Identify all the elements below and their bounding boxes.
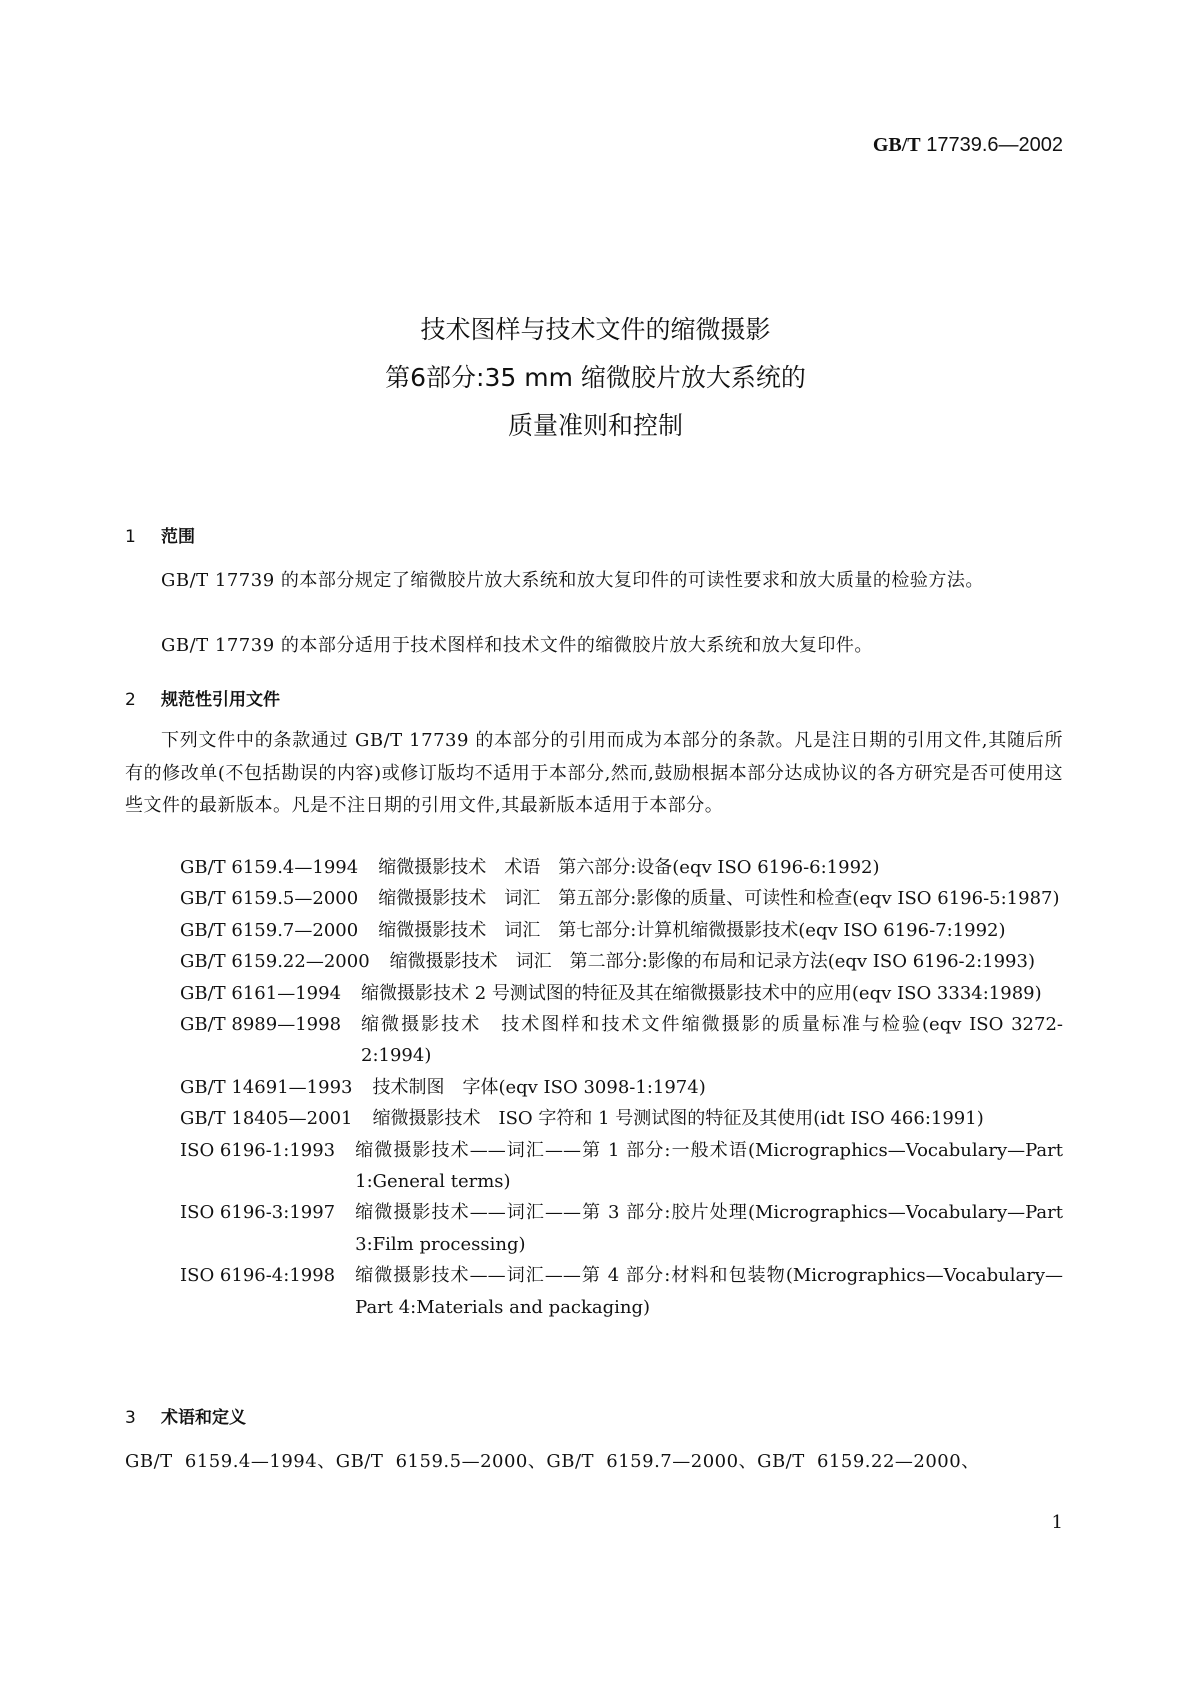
- reference-item: [180, 1103, 1063, 1134]
- section-heading: 1 范围: [125, 527, 195, 547]
- reference-code: GB/T 6159.7—2000: [180, 919, 359, 941]
- page-header: [873, 134, 1063, 157]
- reference-code: GB/T 14691—1993: [180, 1076, 353, 1098]
- reference-title: 缩微摄影技术——词汇——第 3 部分:胶片处理(Micrographics—Vocabulary—Part 3:Film processing): [355, 1202, 1063, 1255]
- reference-code: ISO 6196-3:1997: [180, 1202, 336, 1224]
- reference-code: GB/T 8989—1998: [180, 1014, 342, 1036]
- document-title: [0, 306, 1191, 450]
- reference-title: 缩微摄影技术 词汇 第五部分:影像的质量、可读性和检查(eqv ISO 6196-5:1987): [378, 888, 1060, 910]
- title-line: 质量准则和控制: [507, 411, 683, 440]
- page-number: 1: [1051, 1512, 1063, 1533]
- reference-title: 技术制图 字体(eqv ISO 3098-1:1974): [372, 1076, 706, 1098]
- reference-title: 缩微摄影技术——词汇——第 4 部分:材料和包装物(Micrographics—Vocabulary—Part 4:Materials and packaging): [355, 1265, 1063, 1318]
- reference-item: [180, 915, 1063, 946]
- reference-item: [180, 1009, 1063, 1072]
- reference-code: GB/T 6159.22—2000: [180, 951, 370, 973]
- paragraph: GB/T 17739 的本部分规定了缩微胶片放大系统和放大复印件的可读性要求和放大质量的检验方法。: [161, 570, 984, 591]
- reference-item: [180, 883, 1063, 914]
- reference-item: [180, 1260, 1063, 1323]
- reference-title: 缩微摄影技术 2 号测试图的特征及其在缩微摄影技术中的应用(eqv ISO 3334:1989): [361, 982, 1042, 1004]
- reference-code: GB/T 6159.4—1994: [180, 857, 359, 878]
- reference-title: 缩微摄影技术 术语 第六部分:设备(eqv ISO 6196-6:1992): [378, 857, 880, 878]
- reference-title: 缩微摄影技术 技术图样和技术文件缩微摄影的质量标准与检验(eqv ISO 3272-2:1994): [361, 1014, 1063, 1067]
- reference-item: [180, 852, 1063, 883]
- section-heading: 2 规范性引用文件: [125, 690, 280, 710]
- reference-title: 缩微摄影技术 ISO 字符和 1 号测试图的特征及其使用(idt ISO 466:1991): [372, 1108, 984, 1130]
- reference-code: GB/T 6161—1994: [180, 982, 342, 1004]
- paragraph: GB/T 17739 的本部分适用于技术图样和技术文件的缩微胶片放大系统和放大复印件。: [161, 635, 873, 656]
- reference-item: [180, 1072, 1063, 1103]
- reference-title: 缩微摄影技术 词汇 第七部分:计算机缩微摄影技术(eqv ISO 6196-7:1992): [378, 919, 1006, 941]
- paragraph: GB/T 6159.4—1994、GB/T 6159.5—2000、GB/T 6159.7—2000、GB/T 6159.22—2000、: [125, 1451, 980, 1472]
- reference-code: GB/T 18405—2001: [180, 1108, 353, 1130]
- paragraph: 下列文件中的条款通过 GB/T 17739 的本部分的引用而成为本部分的条款。凡是注日期的引用文件,其随后所有的修改单(不包括勘误的内容)或修订版均不适用于本部分,然而,鼓励根据本部分达成协议的各方研究是否可使用这些文件的最新版本。凡是不注日期的引用文件,其最新版本适用于本部分。: [125, 730, 1063, 816]
- reference-list: [180, 852, 1063, 1323]
- title-line: 第6部分:35 mm 缩微胶片放大系统的: [385, 363, 806, 392]
- reference-item: [180, 978, 1063, 1009]
- reference-item: [180, 1135, 1063, 1198]
- section-heading: 3 术语和定义: [125, 1408, 246, 1428]
- reference-code: ISO 6196-1:1993: [180, 1139, 336, 1161]
- title-line: 技术图样与技术文件的缩微摄影: [420, 315, 771, 344]
- reference-title: 缩微摄影技术——词汇——第 1 部分:一般术语(Micrographics—Vocabulary—Part 1:General terms): [355, 1139, 1063, 1193]
- reference-title: 缩微摄影技术 词汇 第二部分:影像的布局和记录方法(eqv ISO 6196-2:1993): [389, 951, 1035, 973]
- reference-item: [180, 946, 1063, 977]
- reference-item: [180, 1197, 1063, 1260]
- standard-number: 17739.6—2002: [926, 134, 1063, 156]
- reference-code: ISO 6196-4:1998: [180, 1265, 336, 1287]
- reference-code: GB/T 6159.5—2000: [180, 888, 359, 910]
- standard-prefix: GB/T: [872, 134, 921, 156]
